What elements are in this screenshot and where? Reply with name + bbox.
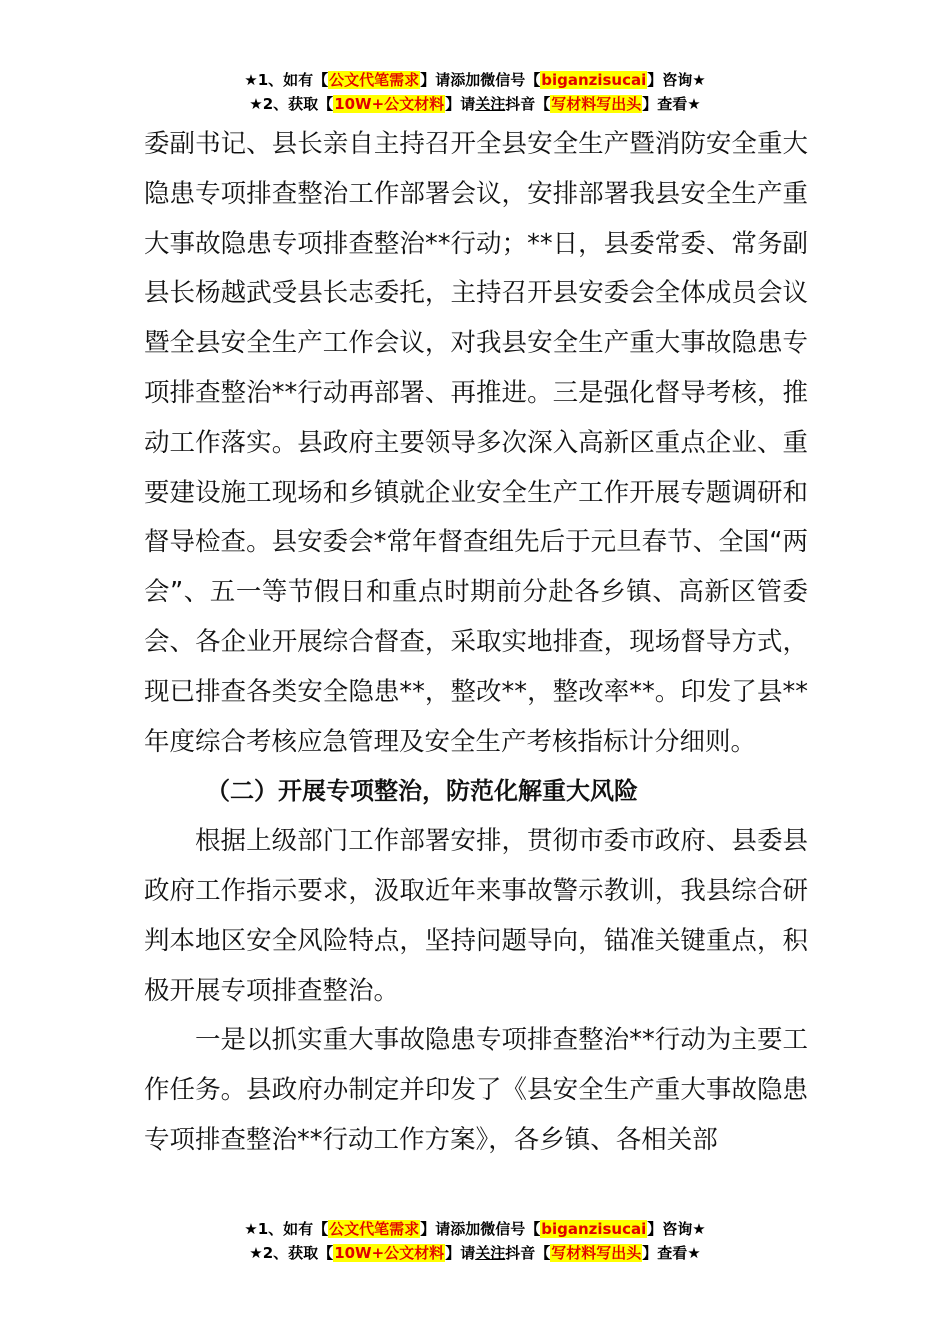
banner-line-2: ★2、获取【10W+公文材料】请关注抖音【写材料写出头】查看★ — [249, 1244, 701, 1262]
douyin-id: 写材料写出头 — [551, 1244, 642, 1262]
banner-line-1: ★1、如有【公文代笔需求】请添加微信号【biganzisucai】咨询★ — [244, 71, 706, 89]
banner-line-1: ★1、如有【公文代笔需求】请添加微信号【biganzisucai】咨询★ — [244, 1220, 706, 1238]
highlight-text: 公文代笔需求 — [329, 1220, 420, 1238]
paragraph: 根据上级部门工作部署安排，贯彻市委市政府、县委县政府工作指示要求，汲取近年来事故警示教训，我县综合研判本地区安全风险特点，坚持问题导向，锚准关键重点，积极开展专项排查整治。 — [144, 826, 808, 1006]
paragraph: 一是以抓实重大事故隐患专项排查整治**行动为主要工作任务。县政府办制定并印发了《县安全生产重大事故隐患专项排查整治**行动工作方案》，各乡镇、各相关部 — [144, 1025, 808, 1155]
footer-banner — [0, 1217, 950, 1265]
banner-line-2: ★2、获取【10W+公文材料】请关注抖音【写材料写出头】查看★ — [249, 95, 701, 113]
wechat-id: biganzisucai — [541, 71, 647, 89]
wechat-id: biganzisucai — [541, 1220, 647, 1238]
document-body — [144, 120, 808, 1166]
section-heading: （二）开展专项整治，防范化解重大风险 — [206, 777, 638, 806]
douyin-id: 写材料写出头 — [551, 95, 642, 113]
highlight-text: 公文代笔需求 — [329, 71, 420, 89]
highlight-text: 10W+公文材料 — [334, 95, 445, 113]
header-banner — [0, 68, 950, 116]
highlight-text: 10W+公文材料 — [334, 1244, 445, 1262]
paragraph-continued: 委副书记、县长亲自主持召开全县安全生产暨消防安全重大隐患专项排查整治工作部署会议，安排部署我县安全生产重大事故隐患专项排查整治**行动；**日，县委常委、常务副县长杨越武受县长志委托，主持召开县安委会全体成员会议暨全县安全生产工作会议，对我县安全生产重大事故隐患专项排查整治**行动再部署、再推进。三是强化督导考核，推动工作落实。县政府主要领导多次深入高新区重点企业、重要建设施工现场和乡镇就企业安全生产工作开展专题调研和督导检查。县安委会*常年督查组先后于元旦春节、全国“两会”、五一等节假日和重点时期前分赴各乡镇、高新区管委会、各企业开展综合督查，采取实地排查，现场督导方式，现已排查各类安全隐患**，整改**，整改率**。印发了县**年度综合考核应急管理及安全生产考核指标计分细则。 — [144, 129, 808, 757]
